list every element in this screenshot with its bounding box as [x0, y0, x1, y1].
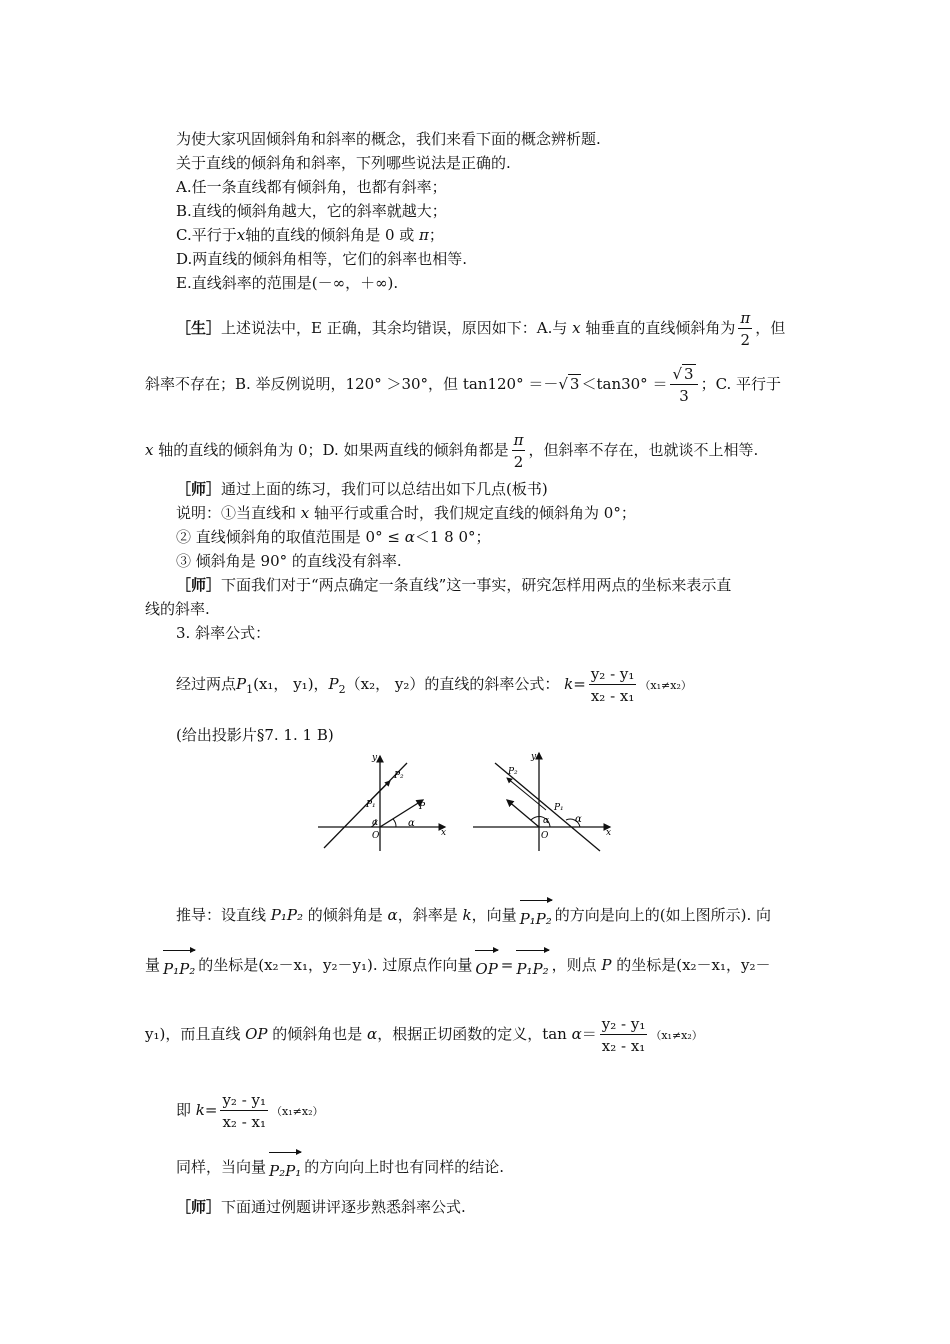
option-c-pi: π — [419, 226, 429, 244]
point-p2: P — [328, 675, 339, 693]
point-p1: P — [236, 675, 247, 693]
k-label: k= — [564, 675, 586, 693]
vector-p2p1: P₂P₁ — [269, 1150, 301, 1186]
deriv-alpha-3: α — [571, 1025, 582, 1043]
option-c-a: C.平行于 — [176, 226, 237, 244]
slope-formula-line — [176, 660, 692, 714]
figure-diagrams — [310, 748, 620, 858]
student-p3b: ，但斜率不存在，也就谈不上相等. — [528, 441, 759, 459]
derivation-line-3 — [145, 1010, 703, 1060]
deriv-2c: ，则点 — [551, 956, 602, 974]
derivation-line-2 — [145, 948, 771, 984]
left-vector-op — [380, 800, 423, 827]
student-p3a: 轴的直线的倾斜角为 0；D. 如果两直线的倾斜角都是 — [153, 441, 509, 459]
deriv-3a: y₁)，而且直线 — [145, 1025, 246, 1043]
fraction-denominator: 2 — [740, 330, 751, 349]
slope-condition: （x₁≠x₂） — [639, 679, 692, 692]
deriv-2b: 的坐标是(x₂－x₁，y₂－y₁). 过原点作向量 — [198, 956, 473, 974]
note-1a: 说明：①当直线和 — [176, 504, 301, 522]
derivation-line-1 — [176, 898, 771, 934]
deriv-1d: ，向量 — [471, 906, 517, 924]
teacher-text-3: 下面通过例题讲评逐步熟悉斜率公式. — [221, 1198, 466, 1216]
conclusion-k: k= — [195, 1101, 218, 1119]
left-alpha-2: α — [408, 818, 415, 829]
right-alpha-2: α — [575, 814, 582, 825]
teacher-tag-1: ［师］ — [176, 480, 222, 498]
right-vector-op — [507, 800, 539, 827]
pi-over-2-fraction — [738, 308, 752, 351]
note-1x: x — [300, 504, 310, 522]
student-p2c: ；C. 平行于 — [700, 375, 782, 393]
slope-denominator: x₂ - x₁ — [590, 686, 635, 705]
student-p3x: x — [145, 441, 154, 459]
student-p2a: 斜率不存在；B. 举反例说明，120° ＞30°，但 tan120° ＝－ — [145, 375, 559, 393]
slope-numerator: y₂ - y₁ — [590, 664, 635, 683]
student-p1b: 轴垂直的直线倾斜角为 — [580, 319, 736, 337]
note-2 — [176, 526, 491, 548]
deriv-3d: ＝ — [581, 1025, 597, 1043]
note-1 — [176, 502, 636, 524]
option-b: B.直线的倾斜角越大，它的斜率就越大； — [176, 202, 447, 220]
option-a: A.任一条直线都有倾斜角，也都有斜率； — [176, 178, 447, 196]
alpha-symbol: α — [404, 528, 415, 546]
point-p2-sub: 2 — [338, 683, 346, 696]
teacher-tag-3: ［师］ — [176, 1198, 222, 1216]
deriv-alpha: α — [387, 906, 398, 924]
tan-denominator: x₂ - x₁ — [601, 1036, 646, 1055]
deriv-3b: 的倾斜角也是 — [267, 1025, 368, 1043]
left-p2-label: P₂ — [394, 771, 404, 781]
conclusion-formula — [176, 1086, 324, 1136]
student-p2b: ＜tan30° ＝ — [581, 375, 668, 393]
option-d: D.两直线的倾斜角相等，它们的斜率也相等. — [176, 250, 468, 268]
point-p2-coords: （x₂， y₂）的直线的斜率公式： — [345, 675, 560, 693]
student-p1c: ，但 — [755, 319, 786, 337]
left-angle-arc-2 — [393, 819, 396, 827]
fraction-denominator-2: 2 — [513, 452, 524, 471]
right-p2-label: P₂ — [508, 767, 518, 777]
deriv-3c: ，根据正切函数的定义，tan — [377, 1025, 572, 1043]
left-y-label: y — [372, 753, 378, 763]
conclusion-condition: （x₁≠x₂） — [271, 1105, 324, 1118]
deriv-point-p: P — [601, 956, 612, 974]
student-p1x: x — [572, 319, 581, 337]
teacher-line-3 — [176, 1196, 466, 1218]
sqrt3-over-3-fraction: $\frac{√ 3}{3}$ — [670, 364, 697, 407]
teacher-line-1 — [176, 478, 548, 500]
deriv-2a: 量 — [145, 956, 161, 974]
point-p1-coords: (x₁， y₁)， — [253, 675, 329, 693]
right-y-label: y — [531, 752, 537, 762]
option-c-c: ； — [428, 226, 444, 244]
pi-symbol-2: π — [513, 430, 524, 449]
slope-fraction — [589, 664, 637, 707]
deriv-1a: 推导：设直线 — [176, 906, 271, 924]
tan-fraction — [600, 1014, 648, 1057]
teacher-line-2b: 线的斜率. — [145, 600, 210, 618]
deriv-line-p1p2: P₁P₂ — [270, 906, 303, 924]
left-alpha-1: α — [372, 818, 379, 828]
student-line-1 — [176, 306, 785, 351]
tan-numerator: y₂ - y₁ — [601, 1014, 646, 1033]
formula-lead: 经过两点 — [176, 675, 237, 693]
student-line-2 — [145, 362, 781, 407]
vector-op: OP — [475, 948, 497, 984]
conclusion-ji: 即 — [176, 1101, 196, 1119]
same-b: 的方向向上时也有同样的结论. — [304, 1158, 505, 1176]
fraction-denominator-3: 3 — [679, 386, 689, 405]
slide-note: (给出投影片§7. 1. 1 B) — [176, 726, 334, 744]
deriv-eq: = — [500, 956, 514, 974]
right-alpha-1: α — [543, 816, 550, 826]
note-1b: 轴平行或重合时，我们规定直线的倾斜角为 0°； — [309, 504, 636, 522]
point-p1-sub: 1 — [246, 683, 254, 696]
intro-line-1: 为使大家巩固倾斜角和斜率的概念，我们来看下面的概念辨析题. — [176, 130, 601, 148]
student-tag: ［生］ — [176, 319, 222, 337]
deriv-alpha-2: α — [367, 1025, 378, 1043]
option-c-x: x — [236, 226, 246, 244]
conclusion-same — [176, 1150, 504, 1186]
left-figure — [318, 753, 446, 851]
right-p1-label: P₁ — [554, 803, 564, 813]
deriv-2d: 的坐标是(x₂－x₁，y₂－ — [611, 956, 771, 974]
teacher-line-2 — [176, 574, 731, 596]
deriv-k: k — [462, 906, 472, 924]
left-p1-label: P₁ — [366, 800, 376, 810]
left-x-label: x — [441, 828, 447, 838]
section-heading: 3. 斜率公式： — [176, 624, 271, 642]
note-2b: ＜1 8 0°； — [414, 528, 491, 546]
pi-symbol: π — [740, 308, 751, 327]
sqrt-3: √ 3 — [558, 375, 580, 393]
vector-p1p2-2: P₁P₂ — [163, 948, 195, 984]
vector-p1p2: P₁P₂ — [520, 898, 552, 934]
vector-p1p2-3: P₁P₂ — [516, 948, 548, 984]
left-p-label: P — [419, 802, 426, 812]
sqrt3-numerator: 3 — [684, 364, 694, 383]
student-p1a: 上述说法中，E 正确，其余均错误，原因如下：A.与 — [221, 319, 573, 337]
conclusion-fraction — [220, 1090, 268, 1133]
teacher-text-1: 通过上面的练习，我们可以总结出如下几点(板书) — [221, 480, 548, 498]
intro-line-2: 关于直线的倾斜角和斜率，下列哪些说法是正确的. — [176, 154, 511, 172]
note-3: ③ 倾斜角是 90° 的直线没有斜率. — [176, 552, 402, 570]
conclusion-numerator: y₂ - y₁ — [222, 1090, 267, 1109]
teacher-text-2: 下面我们对于“两点确定一条直线”这一事实，研究怎样用两点的坐标来表示直 — [221, 576, 732, 594]
pi-over-2-fraction-2 — [512, 430, 526, 473]
right-x-label: x — [606, 828, 612, 838]
left-origin-label: O — [372, 831, 380, 841]
deriv-1e: 的方向是向上的(如上图所示). 向 — [554, 906, 772, 924]
option-c — [176, 224, 444, 246]
deriv-op: OP — [245, 1025, 268, 1043]
same-a: 同样，当向量 — [176, 1158, 267, 1176]
deriv-1c: ，斜率是 — [397, 906, 463, 924]
sqrt-3-radicand: 3 — [569, 375, 580, 393]
note-2a: ② 直线倾斜角的取值范围是 0° ≤ — [176, 528, 405, 546]
option-e: E.直线斜率的范围是(－∞，＋∞). — [176, 274, 399, 292]
teacher-tag-2: ［师］ — [176, 576, 222, 594]
option-c-b: 轴的直线的倾斜角是 0 或 — [245, 226, 420, 244]
deriv-1b: 的倾斜角是 — [303, 906, 388, 924]
conclusion-denominator: x₂ - x₁ — [222, 1112, 267, 1131]
student-line-3 — [145, 428, 758, 473]
tan-condition: （x₁≠x₂） — [650, 1029, 703, 1042]
right-figure — [473, 752, 611, 851]
right-origin-label: O — [541, 831, 549, 841]
